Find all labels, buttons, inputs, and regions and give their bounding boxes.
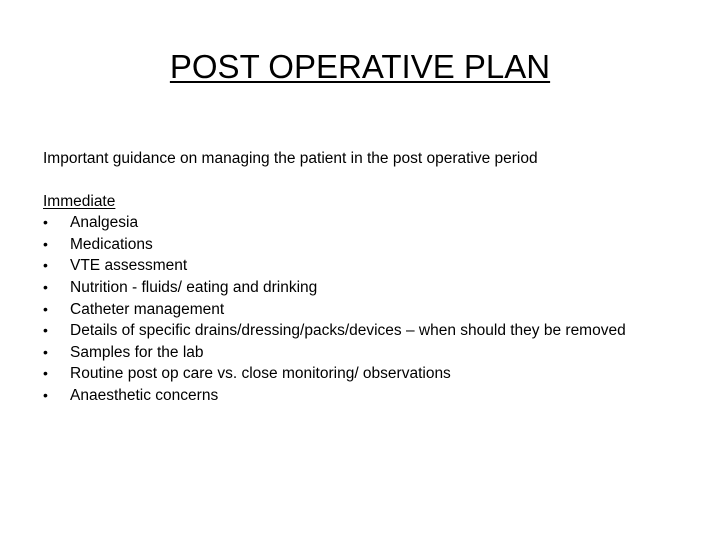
bullet-icon: •	[43, 386, 48, 403]
list-item-label: Analgesia	[70, 214, 139, 232]
bullet-icon: •	[43, 278, 48, 295]
list-item-label: Samples for the lab	[70, 343, 204, 361]
list-item-label: Routine post op care vs. close monitoring/ observations	[70, 365, 451, 383]
bullet-icon: •	[43, 214, 48, 231]
bullet-icon: •	[43, 257, 48, 274]
list-item	[43, 363, 693, 385]
list-item	[43, 212, 693, 234]
intro-text: Important guidance on managing the patient in the post operative period	[43, 150, 538, 167]
bullet-icon: •	[43, 343, 48, 360]
list-item-label: Details of specific drains/dressing/packs/devices – when should they be removed	[70, 322, 626, 340]
list-item-label: Anaesthetic concerns	[70, 386, 219, 404]
bullet-icon: •	[43, 322, 48, 339]
list-item-label: VTE assessment	[70, 257, 188, 275]
list-item	[43, 342, 693, 364]
slide-title: POST OPERATIVE PLAN	[169, 48, 551, 85]
list-item-label: Medications	[70, 235, 153, 253]
list-item	[43, 255, 693, 277]
list-item	[43, 385, 693, 407]
list-item	[43, 299, 693, 321]
list-item-label: Catheter management	[70, 300, 225, 318]
bullet-list	[43, 212, 693, 406]
section-heading-immediate: Immediate	[43, 192, 116, 210]
bullet-icon: •	[43, 235, 48, 252]
list-item-label: Nutrition - fluids/ eating and drinking	[70, 278, 318, 296]
list-item	[43, 277, 693, 299]
bullet-icon: •	[43, 365, 48, 382]
list-item	[43, 234, 693, 256]
bullet-icon: •	[43, 300, 48, 317]
list-item	[43, 320, 693, 342]
slide-content	[43, 148, 693, 407]
